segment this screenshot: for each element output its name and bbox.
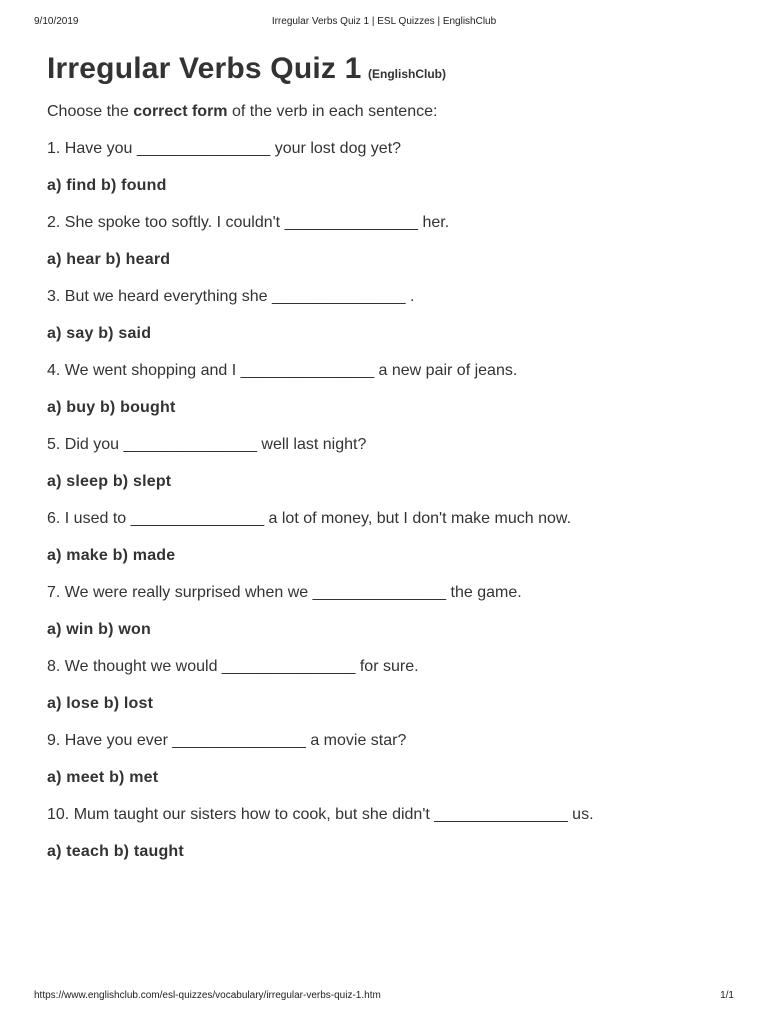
print-footer [34,990,734,1004]
question-6: 6. I used to _______________ a lot of money, but I don't make much now. [47,510,572,527]
question-9: 9. Have you ever _______________ a movie star? [47,732,407,749]
options-9: a) meet b) met [47,769,159,786]
instructions [47,102,728,122]
title-source: (EnglishClub) [367,67,446,81]
page-title: Irregular Verbs Quiz 1 [47,52,362,85]
options-3: a) say b) said [47,325,152,342]
page-number: 1/1 [720,990,734,1001]
question-4: 4. We went shopping and I _______________ a new pair of jeans. [47,362,518,379]
question-3: 3. But we heard everything she _______________ . [47,288,415,305]
options-7: a) win b) won [47,621,151,638]
print-date: 9/10/2019 [34,16,79,27]
question-list [47,139,728,862]
instructions-before: Choose the [47,103,134,120]
instructions-after: of the verb in each sentence: [227,103,438,120]
print-doc-title: Irregular Verbs Quiz 1 | ESL Quizzes | EnglishClub [271,16,497,27]
question-2: 2. She spoke too softly. I couldn't _______________ her. [47,214,450,231]
question-8: 8. We thought we would _______________ for sure. [47,658,419,675]
options-8: a) lose b) lost [47,695,154,712]
options-6: a) make b) made [47,547,176,564]
options-1: a) find b) found [47,177,167,194]
title-row [47,52,728,86]
options-10: a) teach b) taught [47,843,184,860]
options-4: a) buy b) bought [47,399,176,416]
print-header [34,16,734,30]
quiz-content [47,52,728,862]
question-7: 7. We were really surprised when we _______________ the game. [47,584,522,601]
question-5: 5. Did you _______________ well last night? [47,436,367,453]
options-5: a) sleep b) slept [47,473,172,490]
print-url: https://www.englishclub.com/esl-quizzes/vocabulary/irregular-verbs-quiz-1.htm [34,990,381,1001]
options-2: a) hear b) heard [47,251,171,268]
question-10: 10. Mum taught our sisters how to cook, but she didn't _______________ us. [47,806,594,823]
question-1: 1. Have you _______________ your lost dog yet? [47,140,402,157]
instructions-emphasis: correct form [133,103,228,120]
